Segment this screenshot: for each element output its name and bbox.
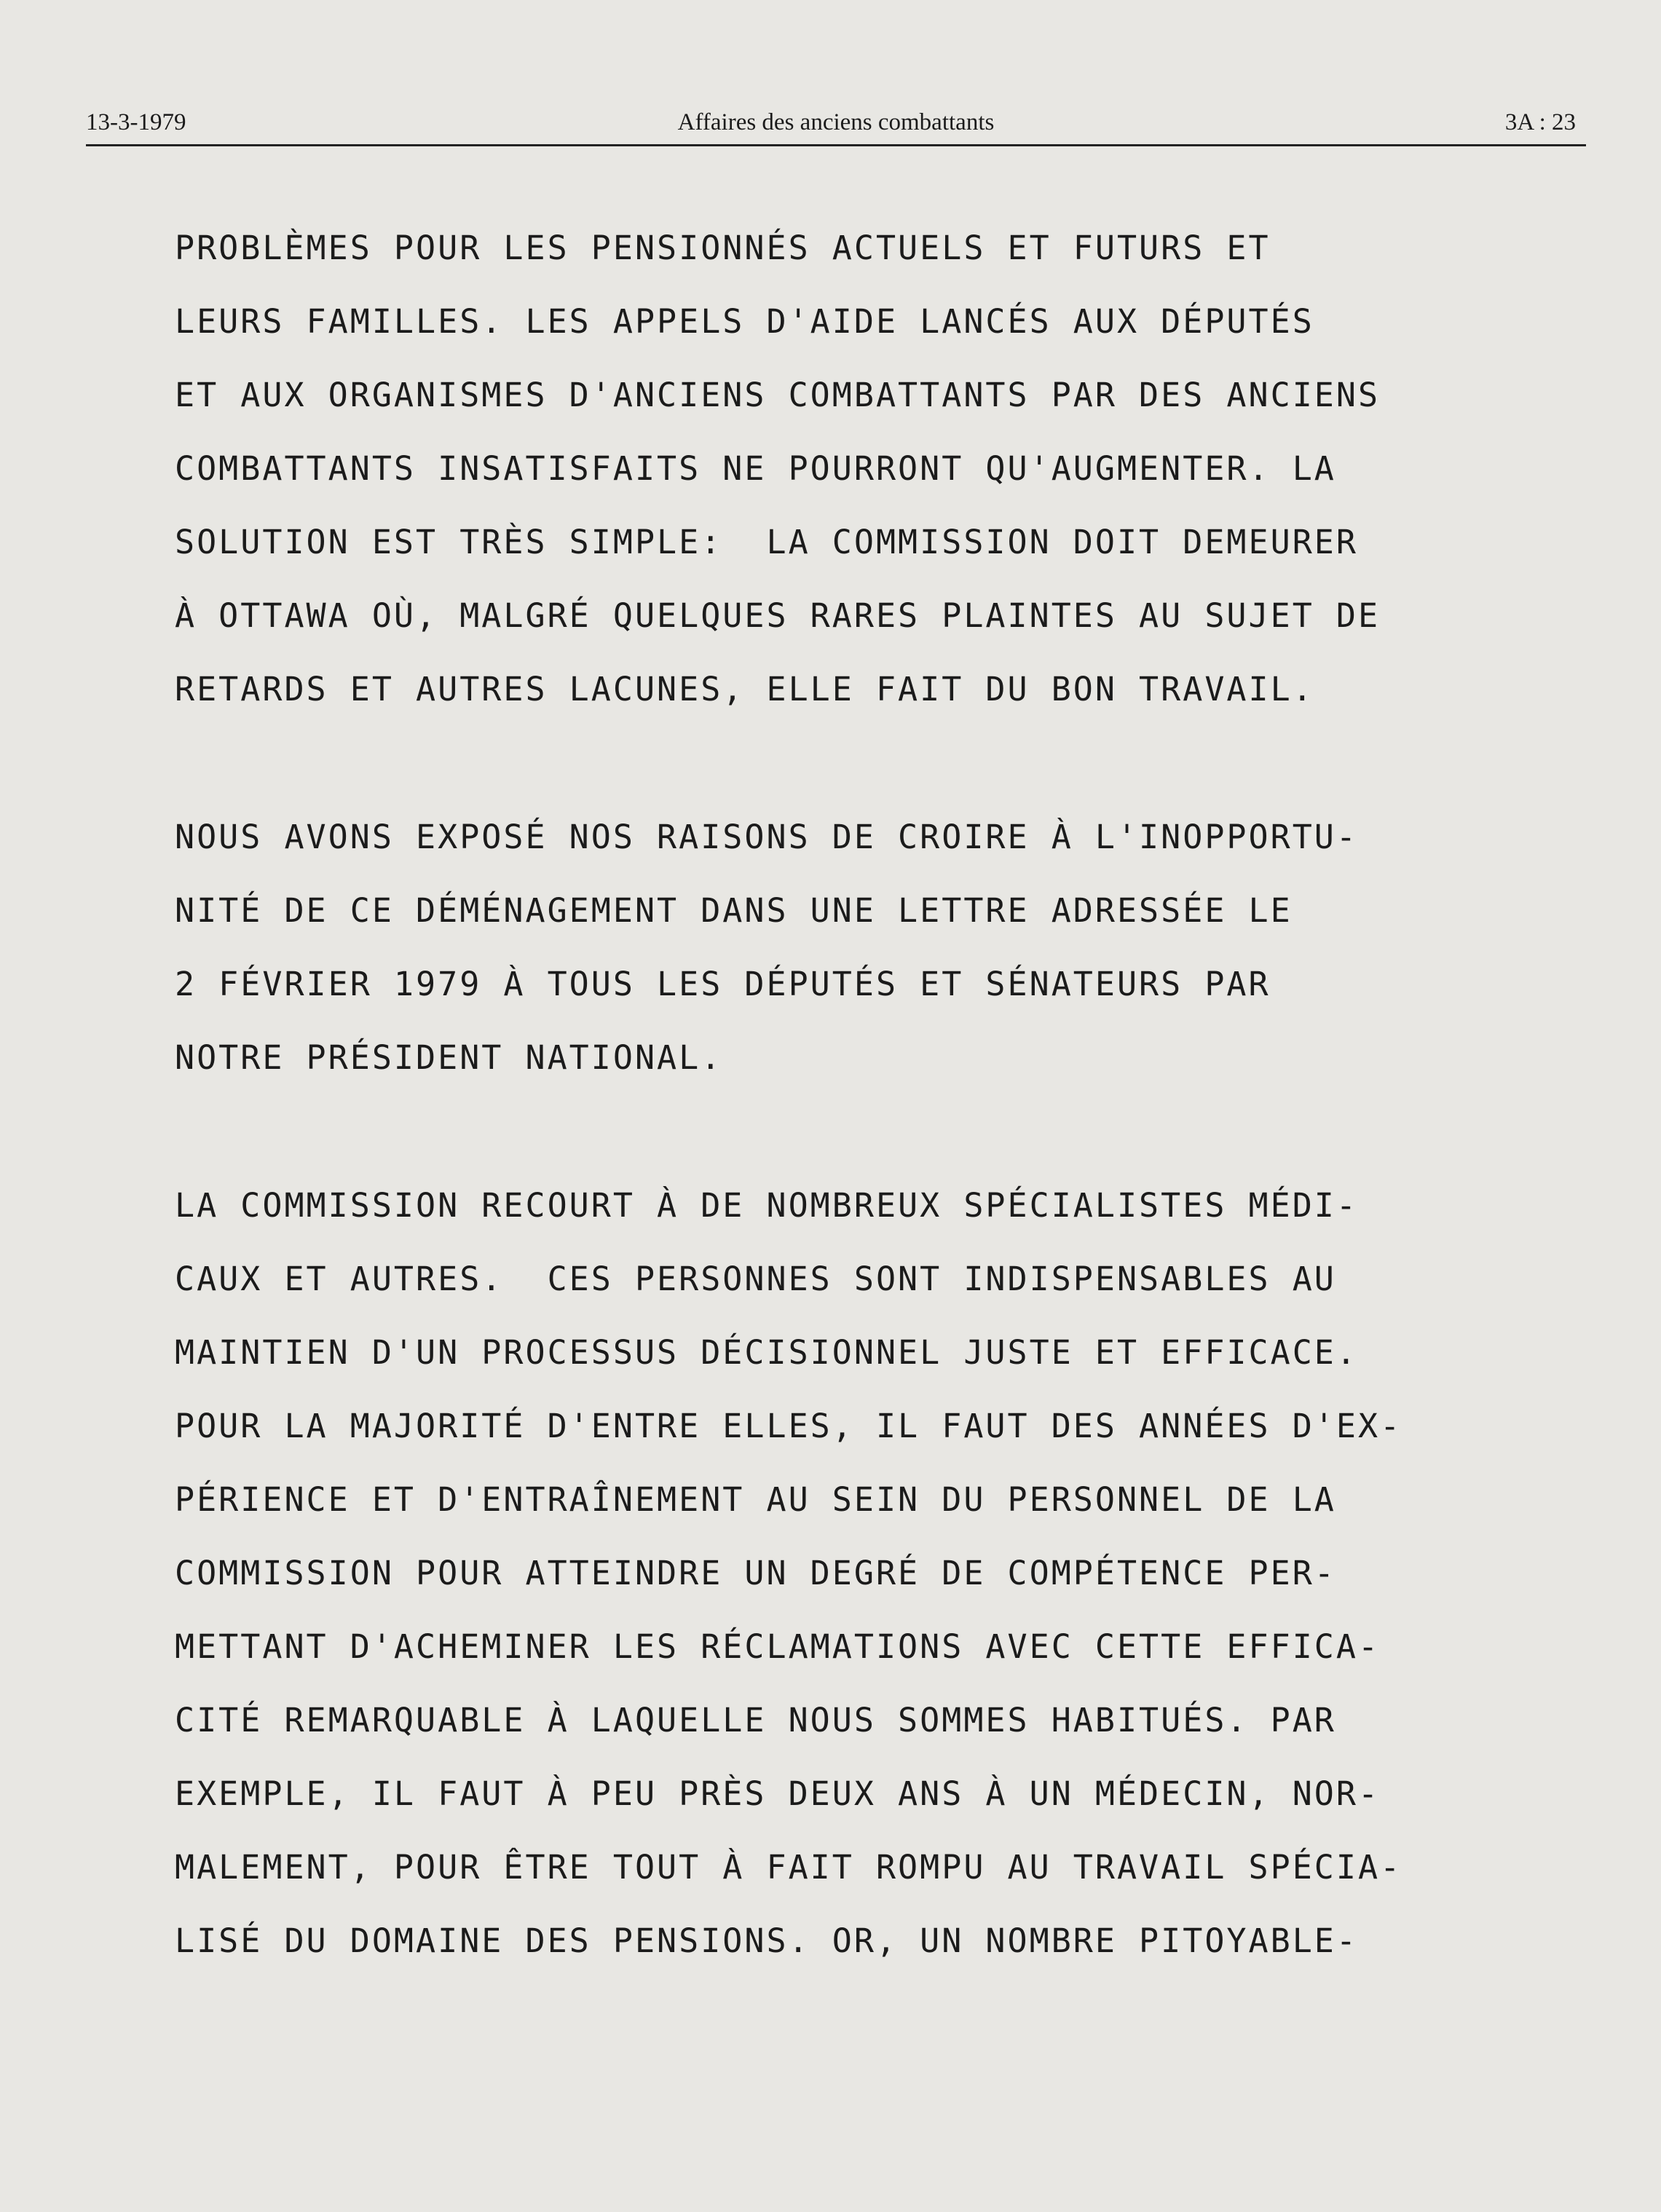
text-line: LEURS FAMILLES. LES APPELS D'AIDE LANCÉS AUX DÉPUTÉS: [175, 302, 1314, 341]
text-line: LA COMMISSION RECOURT À DE NOMBREUX SPÉCIALISTES MÉDI-: [175, 1186, 1358, 1225]
text-line: CAUX ET AUTRES. CES PERSONNES SONT INDISPENSABLES AU: [175, 1260, 1336, 1298]
header-date: 13-3-1979: [86, 109, 186, 135]
text-line: ET AUX ORGANISMES D'ANCIENS COMBATTANTS PAR DES ANCIENS: [175, 376, 1381, 414]
text-line: PROBLÈMES POUR LES PENSIONNÉS ACTUELS ET FUTURS ET: [175, 229, 1271, 267]
header-page-number: 3A : 23: [1504, 109, 1576, 135]
header-rule: [86, 144, 1586, 146]
text-line: 2 FÉVRIER 1979 À TOUS LES DÉPUTÉS ET SÉNATEURS PAR: [175, 965, 1271, 1003]
text-line: METTANT D'ACHEMINER LES RÉCLAMATIONS AVEC CETTE EFFICA-: [175, 1627, 1381, 1666]
text-line: COMBATTANTS INSATISFAITS NE POURRONT QU'AUGMENTER. LA: [175, 449, 1336, 488]
text-line: À OTTAWA OÙ, MALGRÉ QUELQUES RARES PLAINTES AU SUJET DE: [175, 596, 1381, 635]
paragraph-3: [175, 1169, 1442, 1978]
text-line: MALEMENT, POUR ÊTRE TOUT À FAIT ROMPU AU TRAVAIL SPÉCIA-: [175, 1848, 1402, 1887]
text-line: RETARDS ET AUTRES LACUNES, ELLE FAIT DU BON TRAVAIL.: [175, 670, 1314, 708]
text-line: NITÉ DE CE DÉMÉNAGEMENT DANS UNE LETTRE ADRESSÉE LE: [175, 891, 1293, 930]
text-line: EXEMPLE, IL FAUT À PEU PRÈS DEUX ANS À UN MÉDECIN, NOR-: [175, 1774, 1381, 1813]
header-title: Affaires des anciens combattants: [677, 109, 995, 135]
text-line: SOLUTION EST TRÈS SIMPLE: LA COMMISSION DOIT DEMEURER: [175, 523, 1358, 561]
text-line: COMMISSION POUR ATTEINDRE UN DEGRÉ DE COMPÉTENCE PER-: [175, 1554, 1336, 1592]
text-line: NOTRE PRÉSIDENT NATIONAL.: [175, 1038, 723, 1077]
page-header: [86, 102, 1586, 146]
paragraph-1: [175, 211, 1442, 726]
text-line: LISÉ DU DOMAINE DES PENSIONS. OR, UN NOMBRE PITOYABLE-: [175, 1921, 1358, 1960]
text-line: NOUS AVONS EXPOSÉ NOS RAISONS DE CROIRE À L'INOPPORTU-: [175, 818, 1358, 856]
text-line: CITÉ REMARQUABLE À LAQUELLE NOUS SOMMES HABITUÉS. PAR: [175, 1701, 1336, 1739]
text-line: POUR LA MAJORITÉ D'ENTRE ELLES, IL FAUT DES ANNÉES D'EX-: [175, 1407, 1402, 1445]
paragraph-2: [175, 800, 1442, 1094]
text-line: MAINTIEN D'UN PROCESSUS DÉCISIONNEL JUSTE ET EFFICACE.: [175, 1333, 1358, 1372]
body-text: [175, 211, 1442, 1978]
text-line: PÉRIENCE ET D'ENTRAÎNEMENT AU SEIN DU PERSONNEL DE LA: [175, 1480, 1336, 1519]
